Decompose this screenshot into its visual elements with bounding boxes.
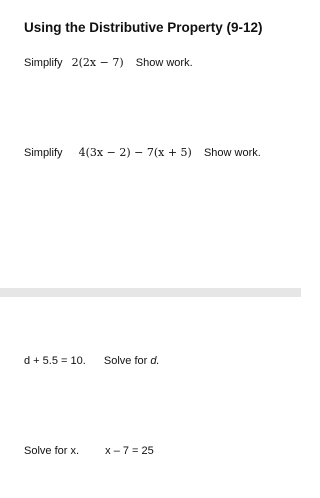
q3-equation: d + 5.5 = 10.: [24, 355, 86, 367]
page-separator: [0, 288, 301, 297]
q1-instruction: Show work.: [135, 57, 193, 69]
q1-prefix: Simplify: [24, 57, 63, 69]
worksheet-page-2: [0, 297, 301, 498]
question-4: [24, 445, 154, 457]
q2-expression: 4(3x − 2) − 7(x + 5): [78, 146, 192, 159]
q2-instruction: Show work.: [203, 147, 261, 159]
q1-expression: 2(2x − 7): [71, 56, 124, 69]
q3-variable: d.: [150, 355, 160, 367]
q4-instruction: Solve for x.: [24, 445, 80, 457]
q2-prefix: Simplify: [24, 147, 63, 159]
q3-instruction: Solve for: [103, 355, 148, 367]
question-3: [24, 355, 160, 367]
page-title: Using the Distributive Property (9-12): [24, 20, 263, 35]
question-2: [24, 146, 261, 159]
question-1: [24, 56, 193, 69]
q4-equation: x – 7 = 25: [105, 445, 154, 457]
